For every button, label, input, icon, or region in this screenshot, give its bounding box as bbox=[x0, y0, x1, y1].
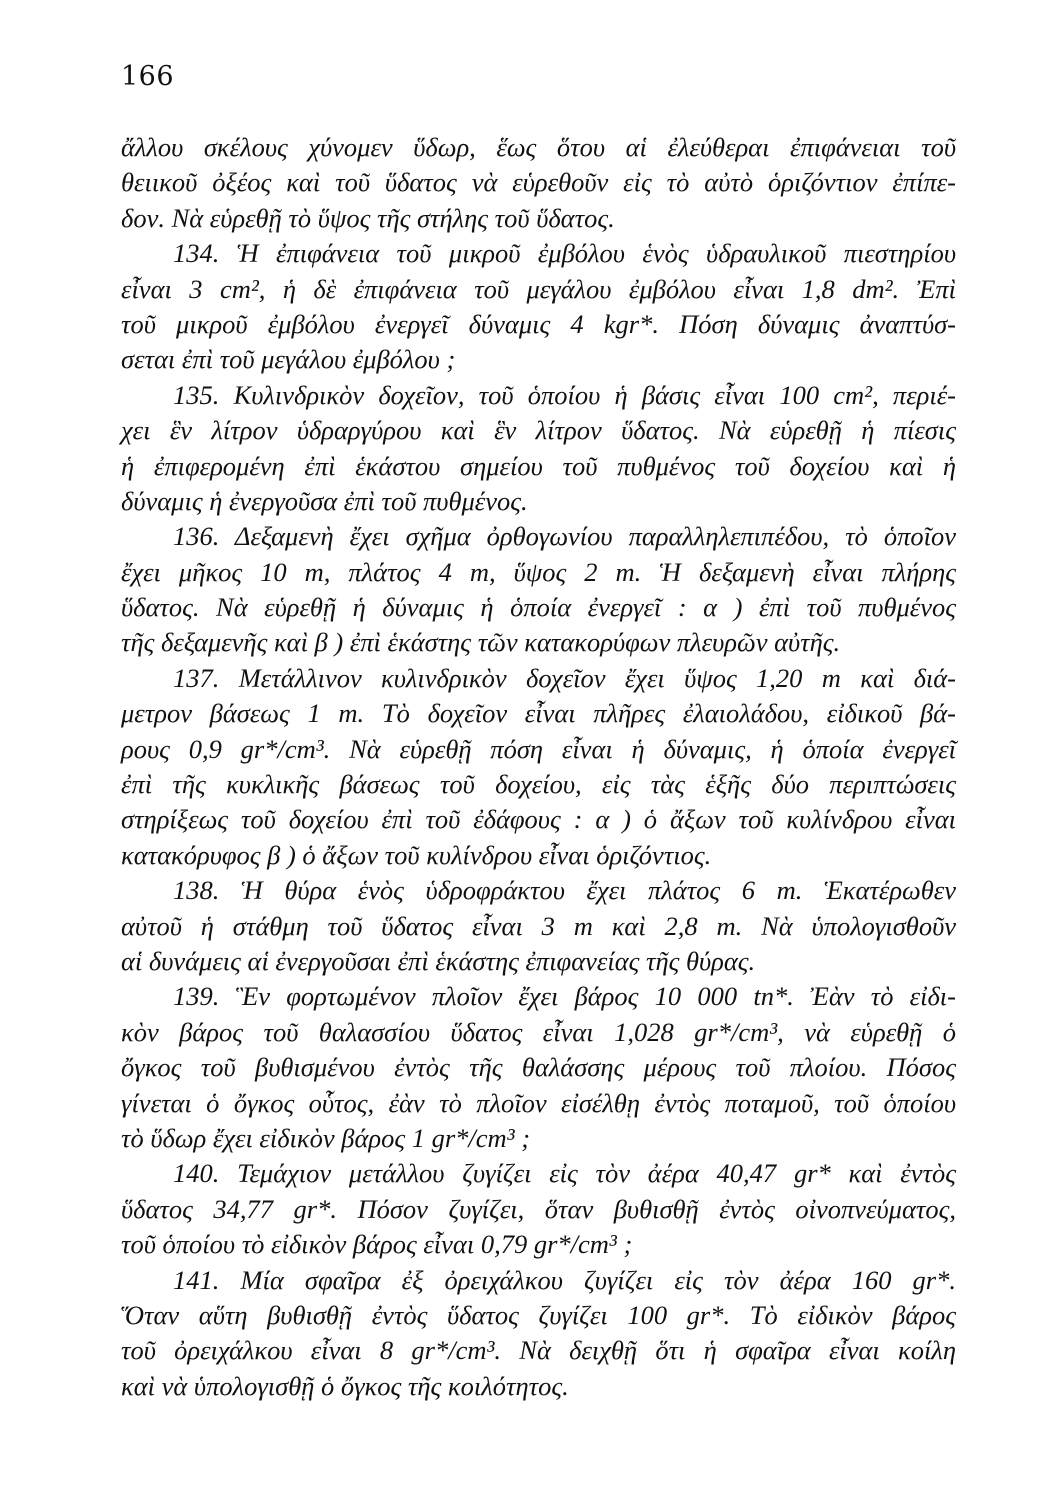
text-line: ρους 0,9 gr*/cm³. Νὰ εὑρεθῇ πόση εἶναι ἡ δύναμις, ἡ ὁποία ἐνεργεῖ bbox=[121, 733, 956, 764]
text-line: 138. Ἡ θύρα ἑνὸς ὑδροφράκτου ἔχει πλάτος 6 m. Ἑκατέρωθεν bbox=[173, 875, 956, 906]
text-line: ἄλλου σκέλους χύνομεν ὕδωρ, ἕως ὅτου αἱ ἐλεύθεραι ἐπιφάνειαι τοῦ bbox=[121, 132, 956, 162]
page-number: 166 bbox=[121, 61, 175, 92]
text-line: τοῦ ὀρειχάλκου εἶναι 8 gr*/cm³. Νὰ δειχθῇ ὅτι ἡ σφαῖρα εἶναι κοίλη bbox=[121, 1335, 956, 1366]
text-line: τοῦ ὁποίου τὸ εἰδικὸν βάρος εἶναι 0,79 gr*/cm³ ; bbox=[121, 1229, 633, 1260]
text-line: 137. Μετάλλινον κυλινδρικὸν δοχεῖον ἔχει ὕψος 1,20 m καὶ διά- bbox=[173, 662, 956, 693]
text-line: ὄγκος τοῦ βυθισμένου ἐντὸς τῆς θαλάσσης μέρους τοῦ πλοίου. Πόσος bbox=[121, 1052, 956, 1083]
text-line: τοῦ μικροῦ ἐμβόλου ἐνεργεῖ δύναμις 4 kgr*. Πόση δύναμις ἀναπτύσ- bbox=[121, 308, 956, 339]
text-line: 140. Τεμάχιον μετάλλου ζυγίζει εἰς τὸν ἀέρα 40,47 gr* καὶ ἐντὸς bbox=[173, 1158, 956, 1189]
text-line: θειικοῦ ὀξέος καὶ τοῦ ὕδατος νὰ εὑρεθοῦν εἰς τὸ αὐτὸ ὁριζόντιον ἐπίπε- bbox=[121, 167, 956, 198]
text-line: ὕδατος 34,77 gr*. Πόσον ζυγίζει, ὅταν βυθισθῇ ἐντὸς οἰνοπνεύματος, bbox=[121, 1193, 956, 1224]
text-line: 134. Ἡ ἐπιφάνεια τοῦ μικροῦ ἐμβόλου ἑνὸς ὑδραυλικοῦ πιεστηρίου bbox=[173, 238, 956, 269]
text-line: 141. Μία σφαῖρα ἐξ ὀρειχάλκου ζυγίζει εἰς τὸν ἀέρα 160 gr*. bbox=[173, 1264, 956, 1295]
text-line: ἐπὶ τῆς κυκλικῆς βάσεως τοῦ δοχείου, εἰς τὰς ἑξῆς δύο περιπτώσεις bbox=[121, 769, 956, 800]
text-line: κατακόρυφος β ) ὁ ἄξων τοῦ κυλίνδρου εἶναι ὁριζόντιος. bbox=[121, 839, 712, 870]
text-line: καὶ νὰ ὑπολογισθῇ ὁ ὄγκος τῆς κοιλότητος. bbox=[121, 1370, 569, 1401]
text-line: αὐτοῦ ἡ στάθμη τοῦ ὕδατος εἶναι 3 m καὶ 2,8 m. Νὰ ὑπολογισθοῦν bbox=[121, 910, 956, 941]
text-line: ὕδατος. Νὰ εὑρεθῇ ἡ δύναμις ἡ ὁποία ἐνεργεῖ : α ) ἐπὶ τοῦ πυθμένος bbox=[121, 592, 956, 623]
text-line: δύναμις ἡ ἐνεργοῦσα ἐπὶ τοῦ πυθμένος. bbox=[121, 485, 528, 516]
text-line: γίνεται ὁ ὄγκος οὗτος, ἐὰν τὸ πλοῖον εἰσέλθῃ ἐντὸς ποταμοῦ, τοῦ ὁποίου bbox=[121, 1087, 956, 1118]
exercise-text bbox=[121, 130, 956, 1404]
text-line: κὸν βάρος τοῦ θαλασσίου ὕδατος εἶναι 1,028 gr*/cm³, νὰ εὑρεθῇ ὁ bbox=[121, 1016, 956, 1047]
text-line: στηρίξεως τοῦ δοχείου ἐπὶ τοῦ ἐδάφους : α ) ὁ ἄξων τοῦ κυλίνδρου εἶναι bbox=[121, 804, 956, 835]
text-line: αἱ δυνάμεις αἱ ἐνεργοῦσαι ἐπὶ ἑκάστης ἐπιφανείας τῆς θύρας. bbox=[121, 945, 756, 976]
text-line: χει ἓν λίτρον ὑδραργύρου καὶ ἓν λίτρον ὕδατος. Νὰ εὑρεθῇ ἡ πίεσις bbox=[121, 415, 956, 446]
text-line: Ὅταν αὕτη βυθισθῇ ἐντὸς ὕδατος ζυγίζει 100 gr*. Τὸ εἰδικὸν βάρος bbox=[121, 1299, 956, 1330]
text-line: σεται ἐπὶ τοῦ μεγάλου ἐμβόλου ; bbox=[121, 344, 456, 375]
text-line: ἔχει μῆκος 10 m, πλάτος 4 m, ὕψος 2 m. Ἡ δεξαμενὴ εἶναι πλήρης bbox=[121, 556, 956, 587]
text-line: τῆς δεξαμενῆς καὶ β ) ἐπὶ ἑκάστης τῶν κατακορύφων πλευρῶν αὐτῆς. bbox=[121, 627, 841, 658]
text-line: μετρον βάσεως 1 m. Τὸ δοχεῖον εἶναι πλῆρες ἐλαιολάδου, εἰδικοῦ βά- bbox=[121, 698, 956, 729]
text-line: 139. Ἓν φορτωμένον πλοῖον ἔχει βάρος 10 000 tn*. Ἐὰν τὸ εἰδι- bbox=[173, 981, 956, 1012]
text-line: 136. Δεξαμενὴ ἔχει σχῆμα ὀρθογωνίου παραλληλεπιπέδου, τὸ ὁποῖον bbox=[173, 521, 956, 552]
text-line: δον. Νὰ εὑρεθῇ τὸ ὕψος τῆς στήλης τοῦ ὕδατος. bbox=[121, 202, 615, 233]
text-line: ἡ ἐπιφερομένη ἐπὶ ἑκάστου σημείου τοῦ πυθμένος τοῦ δοχείου καὶ ἡ bbox=[121, 450, 956, 481]
text-line: 135. Κυλινδρικὸν δοχεῖον, τοῦ ὁποίου ἡ βάσις εἶναι 100 cm², περιέ- bbox=[173, 379, 956, 410]
text-line: τὸ ὕδωρ ἔχει εἰδικὸν βάρος 1 gr*/cm³ ; bbox=[121, 1122, 531, 1153]
text-line: εἶναι 3 cm², ἡ δὲ ἐπιφάνεια τοῦ μεγάλου ἐμβόλου εἶναι 1,8 dm². Ἐπὶ bbox=[121, 273, 956, 304]
